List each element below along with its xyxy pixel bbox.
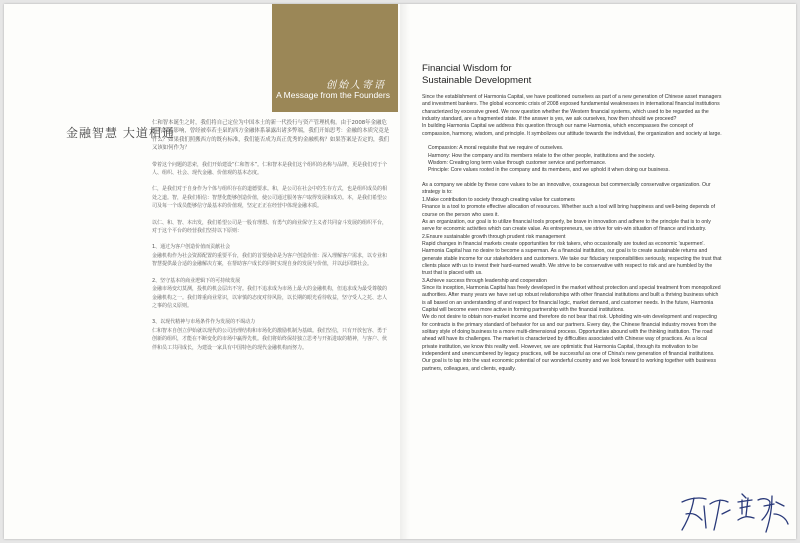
cn-paragraph-4: 以仁、和、智、本出发，我们希望公司是一股有理想、有勇气的商业保守主义者共同奋斗发展的组织平台，对于这个平台的经营我们坚持以下原则：	[152, 219, 388, 235]
cn-paragraph-5: 金融机构作为社会资源配置的重要平台，我们的首要使命是为客户创造价值：深入理解客户需求，以专业和智慧提供最合适的金融解决方案，在帮助客户成长的同时实现自身的发展与价值，并以此回馈社会。	[152, 252, 388, 268]
brochure-spread	[4, 4, 796, 539]
cn-paragraph-1: 仁和智本诞生之时，我们将自己定位为中国本土的新一代投行与资产管理机构。由于2008年金融危机的深远影响，曾经被奉若圭臬的西方金融体系暴露出诸多弊端，我们开始思考：金融的本质究竟是什么？如果我们照搬西方的既有标准，我们能否成为真正优秀的金融机构？如果答案是否定的，我们又该如何作为？	[152, 120, 390, 152]
en-paragraph-intro: Since the establishment of Harmonia Capital, we have positioned ourselves as part of a new generation of Chinese asset managers and investment bankers. The global economic crisis of 2008 exposed fundamental weaknesses in international financial institutions characterized by excessive greed. We now question whether the Western financial systems, which used to be regarded as the industry standard, are a fragmented state. If the answer is yes, we ask ourselves, how then should we proceed? In building Harmonia Capital we address this question through our name Harmonia, which encompasses the concept of compassion, harmony, wisdom, and principle. It symbolizes our attitude towards the individual, the organization and society at large.	[422, 94, 722, 137]
badge-title-cn: 创始人寄语	[326, 80, 386, 91]
cn-paragraph-3: 仁，是我们对于自身作为个体与组织存在的道德要求。和，是公司在社会中的生存方式，也是组织成员的相处之道。智，是我们相信：智慧化能够创造价值，使公司通过服务客户取得发展和成功。本，是我们希望公司及每一个成员能够信守最基本的价值观，坚定正正在经营中体现金融本质。	[152, 186, 388, 210]
right-page-body	[422, 94, 722, 484]
cn-heading-2: 2、坚守基本的商业逻辑下的可持续发展	[152, 277, 241, 284]
founders-message-badge	[272, 4, 398, 112]
cn-paragraph-6: 金融市场变幻莫测，投机的机会层出不穷。我们不追求成为市场上最大的金融机构，但追求成为最受尊敬的金融机构之一。我们尊重商业常识，以审慎的态度对待风险，以长期的眼光看待收益，坚守受人之托、忠人之事的信义原则。	[152, 286, 388, 309]
cn-paragraph-7: 仁和智本自创立伊始就以现代的公司治理结构和市场化的激励机制为基础。我们坚信，只有开放包容、勇于创新的组织，才能在不断变化的市场中赢得先机。我们将始终保持独立思考与开拓进取的精神，与客户、伙伴和员工共同成长，为建设一家具有中国特色的现代金融机构而努力。	[152, 327, 388, 351]
title-line-1: Financial Wisdom for	[422, 63, 512, 74]
founders-signature	[676, 480, 796, 536]
title-line-2: Sustainable Development	[422, 74, 532, 86]
page-fold-shadow	[400, 4, 410, 539]
left-page-body	[152, 119, 390, 524]
badge-title-en: A Message from the Founders	[276, 90, 390, 100]
en-strategy: As a company we abide by these core values to be an innovative, courageous but commercially conservative organization. Our strategy is to: 1.Make contribution to society through creating value for customers Finance is a tool to promote effective allocation of resources. Whether such a tool will bring happiness and well-being depends of course on the person who uses it. As an organization, our goal is to utilize financial tools properly, be brave in innovation and adhere to the principle that is to only serve for economic activities which can create value. As entrepreneurs, we strive for win-win situation of finance and industry. 2.Ensure sustainable growth through prudent risk management Rapid changes in financial markets create opportunities for risk takers, who occasionally are touted as economic 'supermen'. Harmonia Capital has no desire to become a superman. As a financial institution, our goal is to create sustainable returns and generate stable income for our stakeholders and customers. We take our fiduciary responsibilities seriously, respecting the trust that clients place with us to invest their hard-earned wealth. We strive to be conservative with respect to risk and are humbled by the trust that is placed with us. 3.Achieve success through leadership and cooperation Since its inception, Harmonia Capital has freely developed in the market without protection and special treatment from monopolized authorities. After many years we have set up robust relationships with other financial institutions and built a thriving business which is all based on an understanding of and respect for financial logic, market demand, and customer needs. In the future, Harmonia Capital will become even more active in forming partnership with the financial institutions. We do not desire to obtain non-market income and therefore do not bear that risk. Upholding win-win development and respecting for contracts is the primary standard of behavior for us and our partners. Every day, the Chinese financial industry moves from the solitary style of doing business to a more multi-dimensional process. Opportunities abound with the thinking institution. The road ahead will have its challenges. The market is characterized by difficulties associated with Chinese way of practices. As a local private institution, we know this reality well. However, we are optimistic that Harmonia Capital, through its motivation to be independent and unencumbered by legacy practices, will be successful as one of China's new generation of financial institutions. Our goal is to tap into the vast economic potential of our wonderful country and we look forward to working together with business partners, colleagues, and clients, equally.	[422, 182, 722, 372]
right-page-title	[422, 63, 531, 86]
cn-heading-1: 1、通过为客户创造价值而贡献社会	[152, 244, 231, 251]
left-page-title: 金融智慧 大道相通	[66, 126, 175, 140]
en-values-list: Compassion: A moral requisite that we require of ourselves. Harmony: How the company and its members relate to the other people, institutions and the society. Wisdom: Creating long term value through customer service and performance. Principle: Core values rooted in the company and its members, and we uphold it when doing our business.	[428, 145, 670, 174]
cn-paragraph-2: 带着这个问题的思索，我们开始建设“仁和智本”。仁和智本是我们这个组织的名称与品牌，更是我们对于个人、组织、社会、现代金融、价值观的基本态度。	[152, 161, 388, 177]
cn-heading-3: 3、以现代精神与市场条件作为发展的不竭动力	[152, 319, 256, 326]
